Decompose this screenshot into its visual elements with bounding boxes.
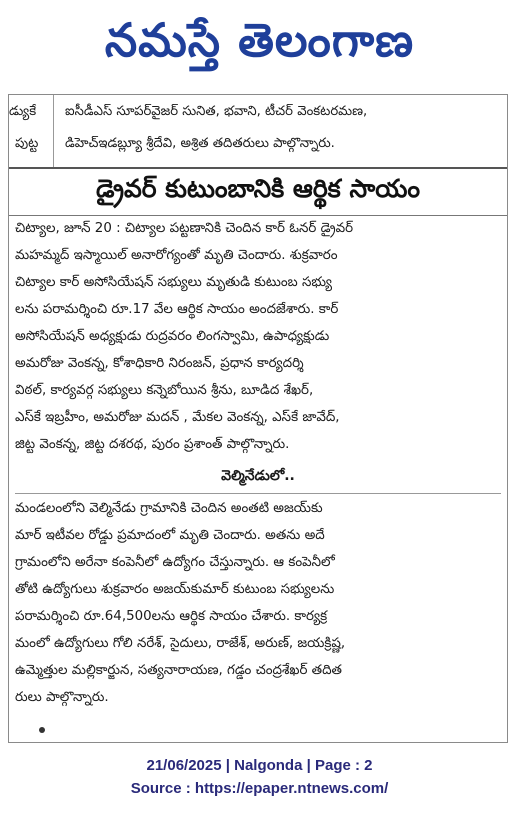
- divider: [15, 493, 501, 494]
- article-line: అసోసియేషన్ అధ్యక్షుడు రుద్రవరం లింగస్వామి, ఉపాధ్యక్షుడు: [15, 329, 330, 344]
- headline-bar: [9, 169, 507, 216]
- newspaper-clipping: [8, 94, 508, 743]
- previous-article-fragment: [9, 95, 507, 169]
- article-line: రులు పాల్గొన్నారు.: [15, 690, 109, 705]
- article-line: జిట్ట వెంకన్న, జిట్ట దశరథ, పురం ప్రశాంత్ పాల్గొన్నారు.: [15, 437, 290, 452]
- newspaper-logo-title: నమస్తే తెలంగాణ: [104, 13, 415, 67]
- article-line: ఎస్‌కే ఇబ్రహీం, అమరోజు మదన్ , మేకల వెంకన్న, ఎస్‌కే జావేద్,: [15, 410, 340, 425]
- footer-date-edition: 21/06/2025 | Nalgonda | Page : 2: [146, 757, 373, 774]
- article-line: గ్రామంలోని అరేనా కంపెనీలో ఉద్యోగం చేస్తున్నారు. ఆ కంపెనీలో: [15, 555, 335, 570]
- article-line: చిట్యాల, జూన్ 20 : చిట్యాల పట్టణానికి చెందిన కార్ ఓనర్ డ్రైవర్: [15, 221, 354, 236]
- article-line: మార్ ఇటీవల రోడ్డు ప్రమాదంలో మృతి చెందారు. అతను అదే: [15, 528, 325, 543]
- article-line: ఉమ్మెత్తుల మల్లికార్జున, సత్యనారాయణ, గడ్డం చంద్రశేఖర్ తదిత: [15, 663, 342, 678]
- masthead: [0, 0, 519, 92]
- article-line: మంలో ఉద్యోగులు గోలి నరేశ్, సైదులు, రాజేశ్, అరుణ్, జయక్రిష్ణ,: [15, 636, 346, 651]
- article-line: అమరోజు వెంకన్న, కోశాధికారి నిరంజన్, ప్రధాన కార్యదర్శి: [15, 356, 304, 371]
- previous-article-line: ఐసీడీఎస్ సూపర్‌వైజర్ సునిత, భవాని, టీచర్ వెంకటరమణ,: [65, 104, 368, 119]
- bullet-mark: [39, 727, 45, 733]
- article-line: చిట్యాల కార్ అసోసియేషన్ సభ్యులు మృతుడి కుటుంబ సభ్యు: [15, 275, 333, 290]
- article-line: తోటి ఉద్యోగులు శుక్రవారం అజయ్‌కుమార్ కుటుంబ సభ్యులను: [15, 582, 335, 597]
- article-line: విఠల్, కార్యవర్గ సభ్యులు కన్నెబోయిన శ్రీను, బూడిద శేఖర్,: [15, 383, 314, 398]
- article-line: మండలంలోని వెల్మినేడు గ్రామానికి చెందిన అంతటి అజయ్‌కు: [15, 501, 323, 516]
- article-headline: డ్రైవర్ కుటుంబానికి ఆర్థిక సాయం: [95, 174, 421, 203]
- article-line: లను పరామర్శించి రూ.17 వేల ఆర్థిక సాయం అందజేశారు. కార్: [15, 302, 339, 317]
- left-fragment-text: డ్యుకే: [9, 104, 37, 119]
- article-subhead: వెల్మినేడులో..: [221, 468, 295, 484]
- previous-article-line: డిహెచ్ఇడబ్ల్యూ శ్రీదేవి, అశ్రిత తదితరులు పాల్గొన్నారు.: [65, 136, 335, 151]
- left-column-fragment: [9, 95, 54, 167]
- article-line: పరామర్శించి రూ.64,500లను ఆర్థిక సాయం చేశారు. కార్యక్ర: [15, 609, 328, 624]
- footer-source: Source : https://epaper.ntnews.com/: [130, 780, 389, 797]
- left-fragment-text: పుట్ట: [15, 136, 39, 151]
- article-line: మహమ్మద్ ఇస్మాయిల్ అనారోగ్యంతో మృతి చెందారు. శుక్రవారం: [15, 248, 338, 263]
